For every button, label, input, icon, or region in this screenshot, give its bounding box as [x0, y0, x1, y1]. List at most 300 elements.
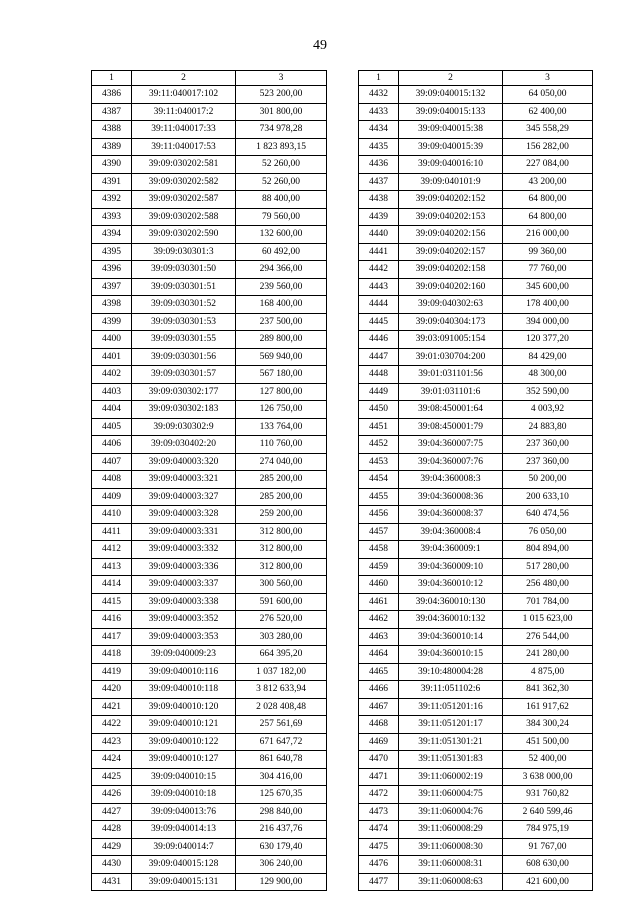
value-cell: 77 760,00: [503, 261, 593, 279]
row-number-cell: 4447: [359, 348, 399, 366]
value-cell: 62 400,00: [503, 103, 593, 121]
value-cell: 352 590,00: [503, 383, 593, 401]
table-row: [359, 138, 593, 156]
value-cell: 237 360,00: [503, 453, 593, 471]
table-row: [359, 278, 593, 296]
row-number-cell: 4441: [359, 243, 399, 261]
value-cell: 237 360,00: [503, 436, 593, 454]
table-row: [359, 856, 593, 874]
value-cell: 804 894,00: [503, 541, 593, 559]
table-row: [359, 646, 593, 664]
row-number-cell: 4446: [359, 331, 399, 349]
table-row: [92, 821, 327, 839]
cadastral-number-cell: 39:04:360008:4: [399, 523, 503, 541]
value-cell: 257 561,69: [236, 716, 327, 734]
row-number-cell: 4431: [92, 873, 132, 891]
table-row: [92, 243, 327, 261]
table-row: [92, 436, 327, 454]
cadastral-number-cell: 39:09:040015:132: [399, 86, 503, 104]
value-cell: 1 823 893,15: [236, 138, 327, 156]
row-number-cell: 4456: [359, 506, 399, 524]
cadastral-number-cell: 39:11:051201:17: [399, 716, 503, 734]
table-row: [92, 803, 327, 821]
cadastral-number-cell: 39:09:030301:56: [132, 348, 236, 366]
value-cell: 88 400,00: [236, 191, 327, 209]
row-number-cell: 4445: [359, 313, 399, 331]
row-number-cell: 4402: [92, 366, 132, 384]
table-row: [359, 873, 593, 891]
cadastral-number-cell: 39:11:060008:30: [399, 838, 503, 856]
cadastral-number-cell: 39:09:030301:51: [132, 278, 236, 296]
row-number-cell: 4410: [92, 506, 132, 524]
table-row: [92, 261, 327, 279]
table-row: [92, 401, 327, 419]
row-number-cell: 4459: [359, 558, 399, 576]
cadastral-number-cell: 39:04:360010:15: [399, 646, 503, 664]
table-row: [92, 506, 327, 524]
cadastral-number-cell: 39:11:040017:53: [132, 138, 236, 156]
cadastral-number-cell: 39:09:030301:3: [132, 243, 236, 261]
cadastral-number-cell: 39:11:060008:31: [399, 856, 503, 874]
row-number-cell: 4473: [359, 803, 399, 821]
cadastral-number-cell: 39:09:040003:353: [132, 628, 236, 646]
table-right: [358, 70, 593, 891]
value-cell: 312 800,00: [236, 523, 327, 541]
row-number-cell: 4464: [359, 646, 399, 664]
table-row: [359, 541, 593, 559]
cadastral-number-cell: 39:09:040202:153: [399, 208, 503, 226]
table-row: [92, 191, 327, 209]
row-number-cell: 4453: [359, 453, 399, 471]
cadastral-number-cell: 39:09:040101:9: [399, 173, 503, 191]
value-cell: 421 600,00: [503, 873, 593, 891]
cadastral-number-cell: 39:09:040010:118: [132, 681, 236, 699]
row-number-cell: 4417: [92, 628, 132, 646]
row-number-cell: 4435: [359, 138, 399, 156]
table-row: [359, 401, 593, 419]
row-number-cell: 4407: [92, 453, 132, 471]
row-number-cell: 4394: [92, 226, 132, 244]
table-row: [359, 506, 593, 524]
cadastral-number-cell: 39:09:040016:10: [399, 156, 503, 174]
row-number-cell: 4475: [359, 838, 399, 856]
cadastral-number-cell: 39:09:030302:9: [132, 418, 236, 436]
value-cell: 1 015 623,00: [503, 611, 593, 629]
table-row: [92, 471, 327, 489]
table-row: [92, 856, 327, 874]
cadastral-number-cell: 39:09:040010:120: [132, 698, 236, 716]
row-number-cell: 4430: [92, 856, 132, 874]
table-row: [359, 243, 593, 261]
table-row: [359, 103, 593, 121]
value-cell: 312 800,00: [236, 558, 327, 576]
row-number-cell: 4413: [92, 558, 132, 576]
cadastral-number-cell: 39:09:040015:133: [399, 103, 503, 121]
value-cell: 285 200,00: [236, 471, 327, 489]
row-number-cell: 4420: [92, 681, 132, 699]
row-number-cell: 4399: [92, 313, 132, 331]
table-row: [92, 768, 327, 786]
value-cell: 256 480,00: [503, 576, 593, 594]
row-number-cell: 4396: [92, 261, 132, 279]
row-number-cell: 4391: [92, 173, 132, 191]
table-row: [92, 681, 327, 699]
cadastral-number-cell: 39:09:040009:23: [132, 646, 236, 664]
row-number-cell: 4477: [359, 873, 399, 891]
row-number-cell: 4451: [359, 418, 399, 436]
value-cell: 84 429,00: [503, 348, 593, 366]
row-number-cell: 4448: [359, 366, 399, 384]
cadastral-number-cell: 39:09:040202:158: [399, 261, 503, 279]
value-cell: 841 362,30: [503, 681, 593, 699]
row-number-cell: 4397: [92, 278, 132, 296]
column-header-3: 3: [236, 71, 327, 86]
row-number-cell: 4432: [359, 86, 399, 104]
table-header-row: [92, 71, 327, 86]
table-row: [359, 628, 593, 646]
value-cell: 237 500,00: [236, 313, 327, 331]
value-cell: 99 360,00: [503, 243, 593, 261]
value-cell: 129 900,00: [236, 873, 327, 891]
value-cell: 569 940,00: [236, 348, 327, 366]
cadastral-number-cell: 39:09:040015:131: [132, 873, 236, 891]
row-number-cell: 4469: [359, 733, 399, 751]
value-cell: 394 000,00: [503, 313, 593, 331]
cadastral-number-cell: 39:09:030301:53: [132, 313, 236, 331]
cadastral-number-cell: 39:04:360007:75: [399, 436, 503, 454]
table-row: [92, 488, 327, 506]
column-header-1: 1: [92, 71, 132, 86]
table-row: [359, 418, 593, 436]
value-cell: 567 180,00: [236, 366, 327, 384]
cadastral-number-cell: 39:04:360010:132: [399, 611, 503, 629]
table-row: [359, 453, 593, 471]
table-row: [359, 838, 593, 856]
table-row: [359, 611, 593, 629]
cadastral-number-cell: 39:09:030302:183: [132, 401, 236, 419]
row-number-cell: 4427: [92, 803, 132, 821]
value-cell: 76 050,00: [503, 523, 593, 541]
value-cell: 48 300,00: [503, 366, 593, 384]
cadastral-number-cell: 39:04:360008:36: [399, 488, 503, 506]
row-number-cell: 4455: [359, 488, 399, 506]
row-number-cell: 4415: [92, 593, 132, 611]
cadastral-number-cell: 39:09:040003:321: [132, 471, 236, 489]
value-cell: 517 280,00: [503, 558, 593, 576]
table-row: [359, 366, 593, 384]
table-row: [359, 471, 593, 489]
cadastral-number-cell: 39:09:040304:173: [399, 313, 503, 331]
row-number-cell: 4476: [359, 856, 399, 874]
table-row: [359, 348, 593, 366]
value-cell: 50 200,00: [503, 471, 593, 489]
cadastral-number-cell: 39:09:040003:352: [132, 611, 236, 629]
row-number-cell: 4450: [359, 401, 399, 419]
cadastral-number-cell: 39:09:040003:331: [132, 523, 236, 541]
row-number-cell: 4457: [359, 523, 399, 541]
value-cell: 274 040,00: [236, 453, 327, 471]
cadastral-number-cell: 39:09:040003:338: [132, 593, 236, 611]
row-number-cell: 4426: [92, 786, 132, 804]
value-cell: 303 280,00: [236, 628, 327, 646]
cadastral-number-cell: 39:01:031101:56: [399, 366, 503, 384]
cadastral-number-cell: 39:09:030202:587: [132, 191, 236, 209]
row-number-cell: 4389: [92, 138, 132, 156]
cadastral-number-cell: 39:03:091005:154: [399, 331, 503, 349]
value-cell: 931 760,82: [503, 786, 593, 804]
cadastral-number-cell: 39:01:030704:200: [399, 348, 503, 366]
row-number-cell: 4408: [92, 471, 132, 489]
cadastral-number-cell: 39:09:040010:121: [132, 716, 236, 734]
value-cell: 60 492,00: [236, 243, 327, 261]
cadastral-number-cell: 39:09:030302:177: [132, 383, 236, 401]
cadastral-number-cell: 39:04:360010:130: [399, 593, 503, 611]
page-number: 49: [313, 38, 327, 53]
row-number-cell: 4461: [359, 593, 399, 611]
cadastral-number-cell: 39:01:031101:6: [399, 383, 503, 401]
row-number-cell: 4405: [92, 418, 132, 436]
table-row: [92, 348, 327, 366]
cadastral-number-cell: 39:09:030301:50: [132, 261, 236, 279]
value-cell: 523 200,00: [236, 86, 327, 104]
cadastral-number-cell: 39:11:060004:75: [399, 786, 503, 804]
row-number-cell: 4424: [92, 751, 132, 769]
table-row: [359, 681, 593, 699]
value-cell: 91 767,00: [503, 838, 593, 856]
table-row: [92, 628, 327, 646]
cadastral-number-cell: 39:09:040003:328: [132, 506, 236, 524]
value-cell: 384 300,24: [503, 716, 593, 734]
cadastral-number-cell: 39:09:030301:57: [132, 366, 236, 384]
cadastral-number-cell: 39:09:030301:55: [132, 331, 236, 349]
table-row: [92, 576, 327, 594]
row-number-cell: 4395: [92, 243, 132, 261]
table-row: [92, 716, 327, 734]
table-left: [91, 70, 327, 891]
value-cell: 312 800,00: [236, 541, 327, 559]
cadastral-number-cell: 39:04:360009:10: [399, 558, 503, 576]
value-cell: 640 474,56: [503, 506, 593, 524]
cadastral-number-cell: 39:09:030202:590: [132, 226, 236, 244]
table-row: [359, 436, 593, 454]
table-row: [359, 803, 593, 821]
cadastral-number-cell: 39:09:040003:327: [132, 488, 236, 506]
table-row: [359, 331, 593, 349]
table-row: [92, 541, 327, 559]
table-row: [359, 663, 593, 681]
table-row: [92, 86, 327, 104]
row-number-cell: 4403: [92, 383, 132, 401]
table-row: [359, 156, 593, 174]
value-cell: 24 883,80: [503, 418, 593, 436]
value-cell: 671 647,72: [236, 733, 327, 751]
cadastral-number-cell: 39:09:040013:76: [132, 803, 236, 821]
table-row: [92, 278, 327, 296]
row-number-cell: 4467: [359, 698, 399, 716]
row-number-cell: 4458: [359, 541, 399, 559]
table-row: [92, 523, 327, 541]
value-cell: 127 800,00: [236, 383, 327, 401]
cadastral-number-cell: 39:08:450001:64: [399, 401, 503, 419]
row-number-cell: 4438: [359, 191, 399, 209]
value-cell: 630 179,40: [236, 838, 327, 856]
row-number-cell: 4470: [359, 751, 399, 769]
cadastral-number-cell: 39:09:030402:20: [132, 436, 236, 454]
table-row: [92, 873, 327, 891]
cadastral-number-cell: 39:09:040010:18: [132, 786, 236, 804]
value-cell: 4 875,00: [503, 663, 593, 681]
table-row: [359, 786, 593, 804]
row-number-cell: 4440: [359, 226, 399, 244]
cadastral-number-cell: 39:09:040003:336: [132, 558, 236, 576]
column-header-1: 1: [359, 71, 399, 86]
table-row: [92, 226, 327, 244]
value-cell: 125 670,35: [236, 786, 327, 804]
value-cell: 784 975,19: [503, 821, 593, 839]
table-row: [92, 418, 327, 436]
row-number-cell: 4439: [359, 208, 399, 226]
value-cell: 285 200,00: [236, 488, 327, 506]
table-row: [92, 103, 327, 121]
table-row: [92, 453, 327, 471]
cadastral-number-cell: 39:09:040003:332: [132, 541, 236, 559]
cadastral-number-cell: 39:11:060008:63: [399, 873, 503, 891]
cadastral-number-cell: 39:09:040010:116: [132, 663, 236, 681]
table-row: [359, 698, 593, 716]
table-row: [92, 838, 327, 856]
row-number-cell: 4463: [359, 628, 399, 646]
value-cell: 289 800,00: [236, 331, 327, 349]
cadastral-number-cell: 39:11:051201:16: [399, 698, 503, 716]
value-cell: 110 760,00: [236, 436, 327, 454]
table-row: [92, 383, 327, 401]
table-row: [359, 558, 593, 576]
cadastral-number-cell: 39:11:060008:29: [399, 821, 503, 839]
row-number-cell: 4442: [359, 261, 399, 279]
row-number-cell: 4423: [92, 733, 132, 751]
cadastral-number-cell: 39:04:360010:14: [399, 628, 503, 646]
cadastral-number-cell: 39:09:040302:63: [399, 296, 503, 314]
table-row: [359, 716, 593, 734]
row-number-cell: 4433: [359, 103, 399, 121]
value-cell: 301 800,00: [236, 103, 327, 121]
value-cell: 2 028 408,48: [236, 698, 327, 716]
row-number-cell: 4386: [92, 86, 132, 104]
column-header-2: 2: [132, 71, 236, 86]
row-number-cell: 4465: [359, 663, 399, 681]
table-row: [92, 663, 327, 681]
value-cell: 168 400,00: [236, 296, 327, 314]
cadastral-number-cell: 39:09:040202:152: [399, 191, 503, 209]
table-row: [359, 296, 593, 314]
table-row: [359, 121, 593, 139]
table-row: [359, 821, 593, 839]
cadastral-number-cell: 39:09:040010:127: [132, 751, 236, 769]
row-number-cell: 4472: [359, 786, 399, 804]
row-number-cell: 4419: [92, 663, 132, 681]
table-row: [92, 121, 327, 139]
row-number-cell: 4444: [359, 296, 399, 314]
table-row: [92, 786, 327, 804]
row-number-cell: 4422: [92, 716, 132, 734]
value-cell: 200 633,10: [503, 488, 593, 506]
cadastral-number-cell: 39:11:060002:19: [399, 768, 503, 786]
cadastral-number-cell: 39:11:040017:102: [132, 86, 236, 104]
table-row: [359, 576, 593, 594]
value-cell: 304 416,00: [236, 768, 327, 786]
table-row: [92, 733, 327, 751]
table-row: [92, 208, 327, 226]
value-cell: 345 600,00: [503, 278, 593, 296]
table-header-row: [359, 71, 593, 86]
table-row: [359, 523, 593, 541]
cadastral-number-cell: 39:04:360008:37: [399, 506, 503, 524]
value-cell: 241 280,00: [503, 646, 593, 664]
cadastral-number-cell: 39:11:051301:21: [399, 733, 503, 751]
table-row: [92, 558, 327, 576]
cadastral-number-cell: 39:10:480004:28: [399, 663, 503, 681]
row-number-cell: 4460: [359, 576, 399, 594]
value-cell: 227 084,00: [503, 156, 593, 174]
row-number-cell: 4474: [359, 821, 399, 839]
value-cell: 3 812 633,94: [236, 681, 327, 699]
row-number-cell: 4429: [92, 838, 132, 856]
value-cell: 276 520,00: [236, 611, 327, 629]
table-row: [359, 733, 593, 751]
row-number-cell: 4425: [92, 768, 132, 786]
row-number-cell: 4401: [92, 348, 132, 366]
cadastral-number-cell: 39:11:060004:76: [399, 803, 503, 821]
column-header-3: 3: [503, 71, 593, 86]
row-number-cell: 4388: [92, 121, 132, 139]
row-number-cell: 4434: [359, 121, 399, 139]
row-number-cell: 4471: [359, 768, 399, 786]
row-number-cell: 4421: [92, 698, 132, 716]
row-number-cell: 4454: [359, 471, 399, 489]
value-cell: 216 000,00: [503, 226, 593, 244]
cadastral-number-cell: 39:11:040017:2: [132, 103, 236, 121]
table-row: [92, 593, 327, 611]
row-number-cell: 4411: [92, 523, 132, 541]
table-row: [92, 646, 327, 664]
value-cell: 126 750,00: [236, 401, 327, 419]
value-cell: 216 437,76: [236, 821, 327, 839]
value-cell: 120 377,20: [503, 331, 593, 349]
cadastral-number-cell: 39:09:030301:52: [132, 296, 236, 314]
cadastral-number-cell: 39:04:360008:3: [399, 471, 503, 489]
value-cell: 294 366,00: [236, 261, 327, 279]
value-cell: 52 260,00: [236, 173, 327, 191]
value-cell: 178 400,00: [503, 296, 593, 314]
row-number-cell: 4468: [359, 716, 399, 734]
table-row: [359, 226, 593, 244]
table-row: [92, 173, 327, 191]
value-cell: 1 037 182,00: [236, 663, 327, 681]
table-row: [92, 698, 327, 716]
row-number-cell: 4392: [92, 191, 132, 209]
cadastral-number-cell: 39:09:040014:7: [132, 838, 236, 856]
value-cell: 2 640 599,46: [503, 803, 593, 821]
cadastral-number-cell: 39:11:040017:33: [132, 121, 236, 139]
value-cell: 608 630,00: [503, 856, 593, 874]
value-cell: 306 240,00: [236, 856, 327, 874]
value-cell: 276 544,00: [503, 628, 593, 646]
value-cell: 701 784,00: [503, 593, 593, 611]
value-cell: 861 640,78: [236, 751, 327, 769]
value-cell: 43 200,00: [503, 173, 593, 191]
value-cell: 734 978,28: [236, 121, 327, 139]
row-number-cell: 4412: [92, 541, 132, 559]
